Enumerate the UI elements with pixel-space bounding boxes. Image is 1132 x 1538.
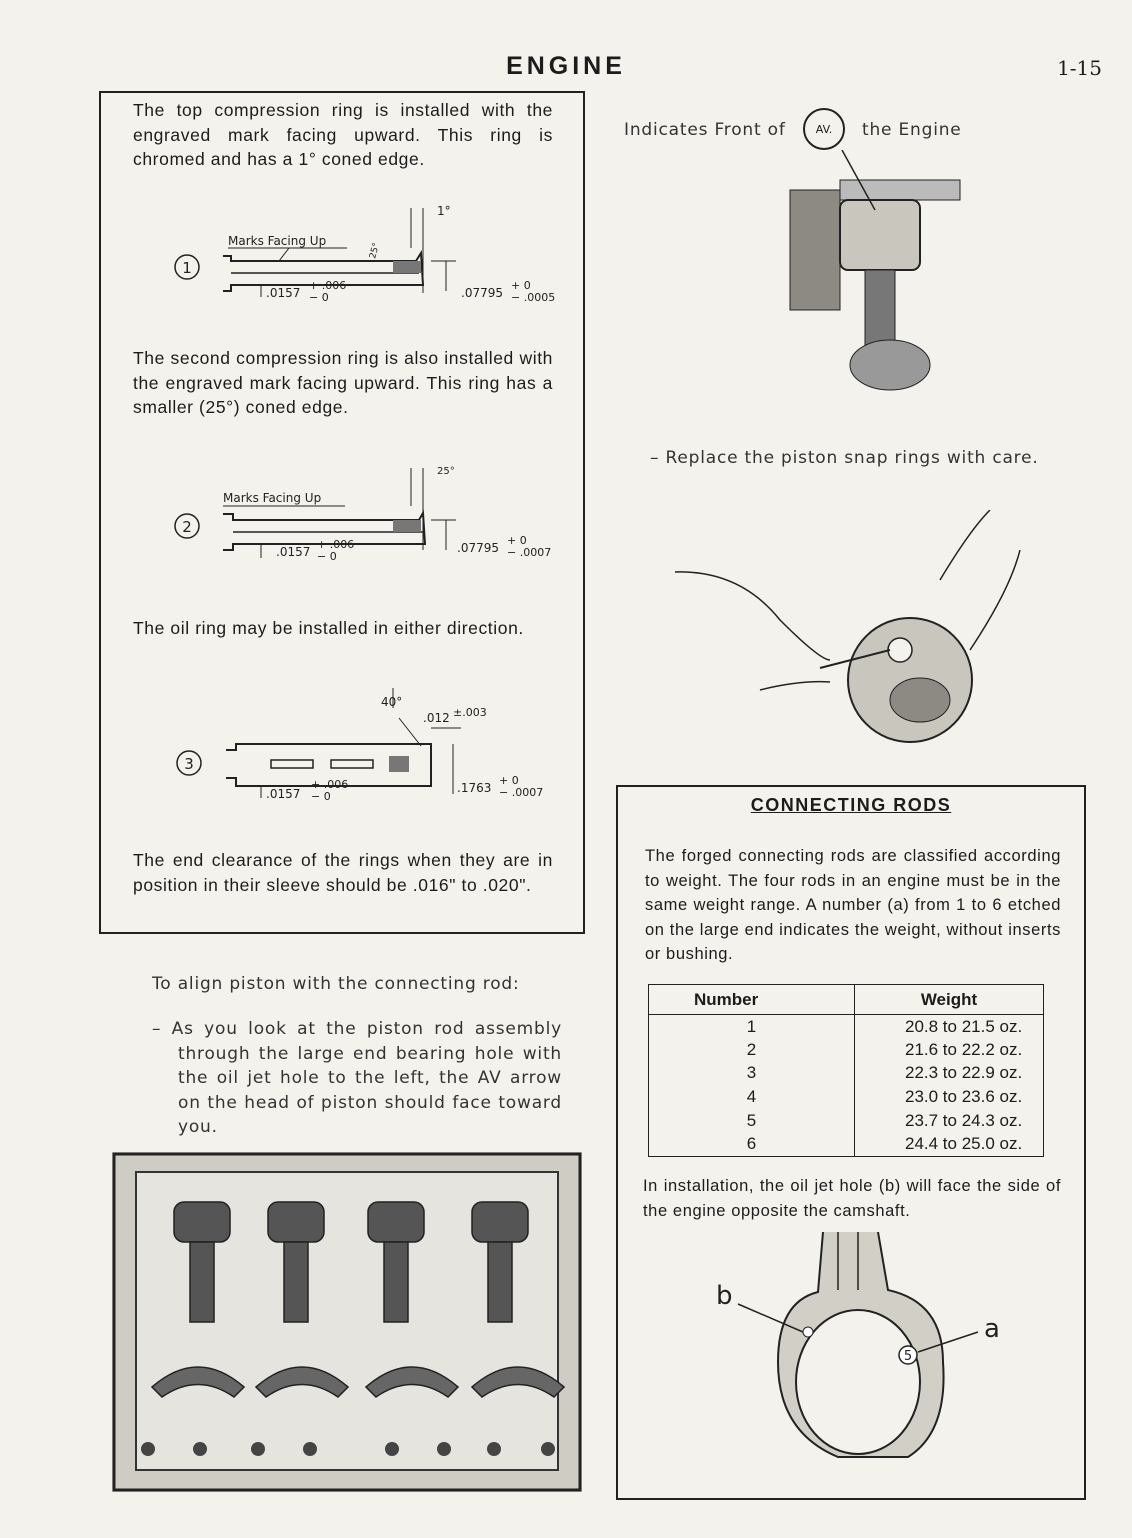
table-cell-number: 6 <box>649 1132 855 1156</box>
table-cell-weight: 24.4 to 25.0 oz. <box>905 1134 1023 1154</box>
rod-number: 5 <box>903 1349 913 1364</box>
tol-left-plus: + .006 <box>317 538 355 551</box>
top-ring-paragraph: The top compression ring is installed with the engraved mark facing upward. This ring is chromed and has a 1° coned edge. <box>133 100 553 169</box>
pistons-tray-photo <box>112 1152 582 1492</box>
av-arrow-icon <box>803 108 845 150</box>
connecting-rods-box <box>616 785 1086 1500</box>
piston-install-photo <box>780 150 980 420</box>
table-cell-number: 5 <box>649 1109 855 1133</box>
snap-ring-photo <box>670 510 1040 760</box>
diagram-number: 3 <box>184 755 194 773</box>
table-cell-weight: 20.8 to 21.5 oz. <box>905 1016 1023 1036</box>
top-ring-diagram <box>161 193 581 308</box>
marks-facing-up-label: Marks Facing Up <box>223 491 322 505</box>
tol-right-plus: + 0 <box>511 279 531 292</box>
dim-left: .0157 <box>266 286 301 300</box>
dim-top: .012 <box>423 711 450 725</box>
tol-left-plus: + .006 <box>311 778 349 791</box>
oil-ring-paragraph: The oil ring may be installed in either direction. <box>133 618 524 638</box>
small-angle-label: 25° <box>368 241 383 260</box>
second-ring-paragraph: The second compression ring is also installed with the engraved mark facing upward. This ring has a smaller (25°) coned edge. <box>133 348 553 417</box>
label-b: b <box>716 1281 733 1311</box>
oil-jet-paragraph: In installation, the oil jet hole (b) will face the side of the engine opposite the camshaft. <box>643 1177 1061 1220</box>
table-cell-weight: 22.3 to 22.9 oz. <box>905 1063 1023 1083</box>
table-header-weight: Weight <box>855 985 1044 1015</box>
table-cell-number: 2 <box>649 1038 855 1062</box>
table-cell-number: 1 <box>649 1015 855 1039</box>
table-header-number: Number <box>649 985 855 1015</box>
cone-angle-label: 1° <box>437 204 451 218</box>
tol-right-minus: − .0005 <box>511 291 556 304</box>
diagram-number: 2 <box>182 518 192 536</box>
tol-right-plus: + 0 <box>507 534 527 547</box>
tol-right-plus: + 0 <box>499 774 519 787</box>
tol-left-minus: − 0 <box>309 291 329 304</box>
cone-angle-label: 25° <box>437 466 455 477</box>
tol-left-plus: + .006 <box>309 279 347 292</box>
table-cell-number: 4 <box>649 1085 855 1109</box>
tol-right-minus: − .0007 <box>507 546 552 559</box>
table-cell-weight: 23.0 to 23.6 oz. <box>905 1087 1023 1107</box>
dim-left: .0157 <box>276 545 311 559</box>
marks-facing-up-label: Marks Facing Up <box>228 234 327 248</box>
tol-top: ±.003 <box>453 706 487 719</box>
dim-right: .07795 <box>457 541 499 555</box>
av-label: AV. <box>815 123 833 136</box>
piston-rings-box <box>99 91 585 934</box>
connecting-rods-paragraph: The forged connecting rods are classified according to weight. The four rods in an engine must be in the same weight range. A number (a) from 1 to 6 etched on the large end indicates the weight, without inserts or bushing. <box>645 847 1061 963</box>
front-caption-a: Indicates Front of <box>624 120 786 140</box>
second-ring-diagram <box>161 458 581 573</box>
dim-right: .1763 <box>457 781 492 795</box>
end-clearance-paragraph: The end clearance of the rings when they are in position in their sleeve should be .016" to .020". <box>133 850 553 895</box>
oil-ring-diagram <box>161 688 581 813</box>
chamfer-angle-label: 40° <box>381 695 403 709</box>
tol-left-minus: − 0 <box>317 550 337 563</box>
page-title: ENGINE <box>506 52 626 80</box>
weight-table <box>648 984 1044 1157</box>
align-intro: To align piston with the connecting rod: <box>152 974 520 994</box>
connecting-rods-title: CONNECTING RODS <box>750 795 952 815</box>
diagram-number: 1 <box>182 259 192 277</box>
label-a: a <box>984 1314 1000 1344</box>
table-cell-weight: 23.7 to 24.3 oz. <box>905 1110 1023 1130</box>
align-bullet: – As you look at the piston rod assembly through the large end bearing hole with the oil jet hole to the left, the AV arrow on the head of piston should face toward you. <box>152 1019 562 1137</box>
table-cell-number: 3 <box>649 1062 855 1086</box>
table-cell-weight: 21.6 to 22.2 oz. <box>905 1039 1023 1059</box>
connecting-rod-drawing <box>688 1232 1038 1497</box>
dim-left: .0157 <box>266 787 301 801</box>
tol-left-minus: − 0 <box>311 790 331 803</box>
page-number: 1-15 <box>1057 56 1102 80</box>
tol-right-minus: − .0007 <box>499 786 544 799</box>
snap-ring-text: – Replace the piston snap rings with care. <box>650 448 1039 468</box>
front-caption-b: the Engine <box>862 120 962 140</box>
dim-right: .07795 <box>461 286 503 300</box>
